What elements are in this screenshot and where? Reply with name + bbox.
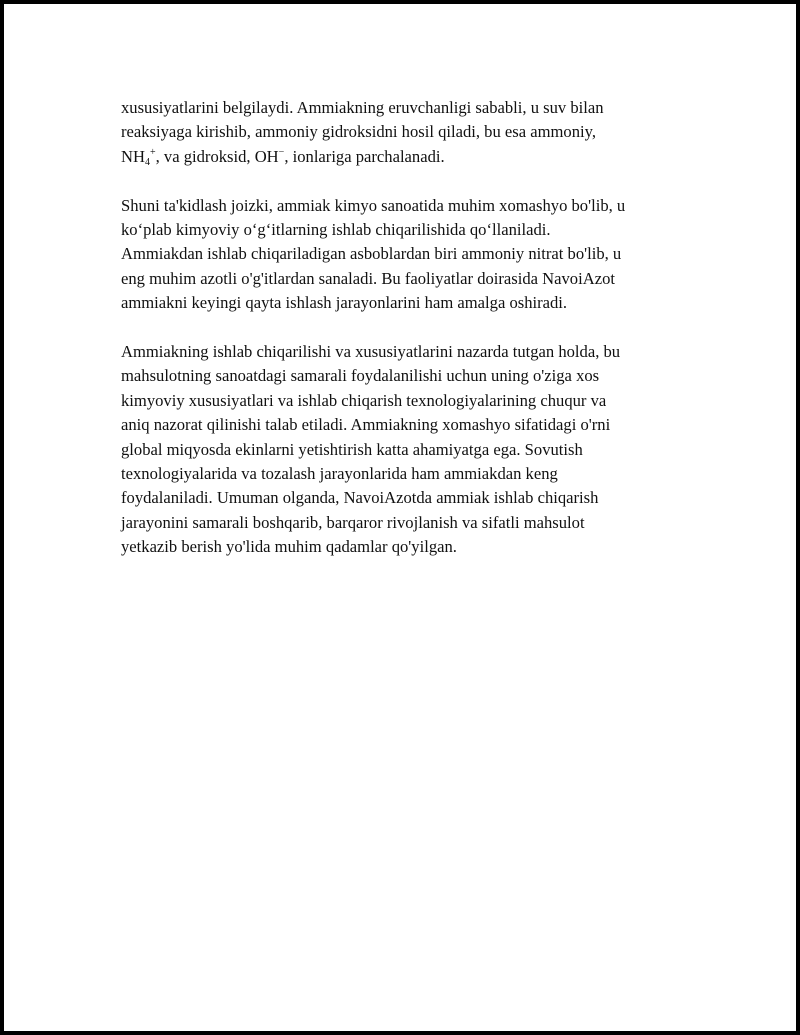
paragraph-1-line-2: reaksiyaga kirishib, ammoniy gidroksidni hosil qiladi, bu esa ammoniy, [121, 122, 597, 142]
paragraph-3-line: mahsulotning sanoatdagi samarali foydalanilishi uchun uning o'ziga xos [121, 366, 600, 386]
paragraph-3-line: aniq nazorat qilinishi talab etiladi. Ammiakning xomashyo sifatidagi o'rni [121, 415, 611, 435]
paragraph-3-line: kimyoviy xususiyatlari va ishlab chiqarish texnologiyalarining chuqur va [121, 390, 607, 410]
paragraph-1-line-1: xususiyatlarini belgilaydi. Ammiakning eruvchanligi sababli, u suv bilan [121, 98, 604, 117]
paragraph-2-line: ko‘plab kimyoviy o‘g‘itlarning ishlab chiqarilishida qo‘llaniladi. [121, 220, 551, 240]
paragraph-2-line: Ammiakdan ishlab chiqariladigan asboblardan biri ammoniy nitrat bo'lib, u [121, 244, 622, 264]
paragraph-1-line-3 [121, 145, 687, 169]
paragraph-3-line: yetkazib berish yo'lida muhim qadamlar qo'yilgan. [121, 537, 457, 557]
hydroxide-charge: − [278, 146, 285, 158]
paragraph-2-line: ammiakni keyingi qayta ishlash jarayonlarini ham amalga oshiradi. [121, 293, 568, 313]
paragraph-3-line: texnologiyalarida va tozalash jarayonlarida ham ammiakdan keng [121, 464, 558, 484]
paragraph-1-line-3-end: , ionlariga parchalanadi. [284, 146, 445, 166]
ammonium-formula: NH [121, 146, 145, 166]
paragraph-3-line: jarayonini samarali boshqarib, barqaror rivojlanish va sifatli mahsulot [121, 512, 585, 532]
paragraph-3-line: foydalaniladi. Umuman olganda, NavoiAzotda ammiak ishlab chiqarish [121, 488, 599, 508]
paragraph-3-line: global miqyosda ekinlarni yetishtirish katta ahamiyatga ega. Sovutish [121, 439, 583, 459]
paragraph-2-line: eng muhim azotli o'g'itlardan sanaladi. Bu faoliyatlar doirasida NavoiAzot [121, 268, 615, 288]
paragraph-3 [121, 340, 687, 560]
paragraph-2-line: Shuni ta'kidlash joizki, ammiak kimyo sanoatida muhim xomashyo bo'lib, u [121, 195, 626, 215]
paragraph-3-line: Ammiakning ishlab chiqarilishi va xususiyatlarini nazarda tutgan holda, bu [121, 342, 621, 362]
ammonium-charge: + [149, 146, 156, 158]
ammonium-subscript: 4 [144, 156, 150, 168]
paragraph-2 [121, 194, 687, 316]
paragraph-1 [121, 96, 687, 169]
document-body [121, 96, 687, 584]
hydroxide-text: , va gidroksid, OH [155, 146, 279, 166]
